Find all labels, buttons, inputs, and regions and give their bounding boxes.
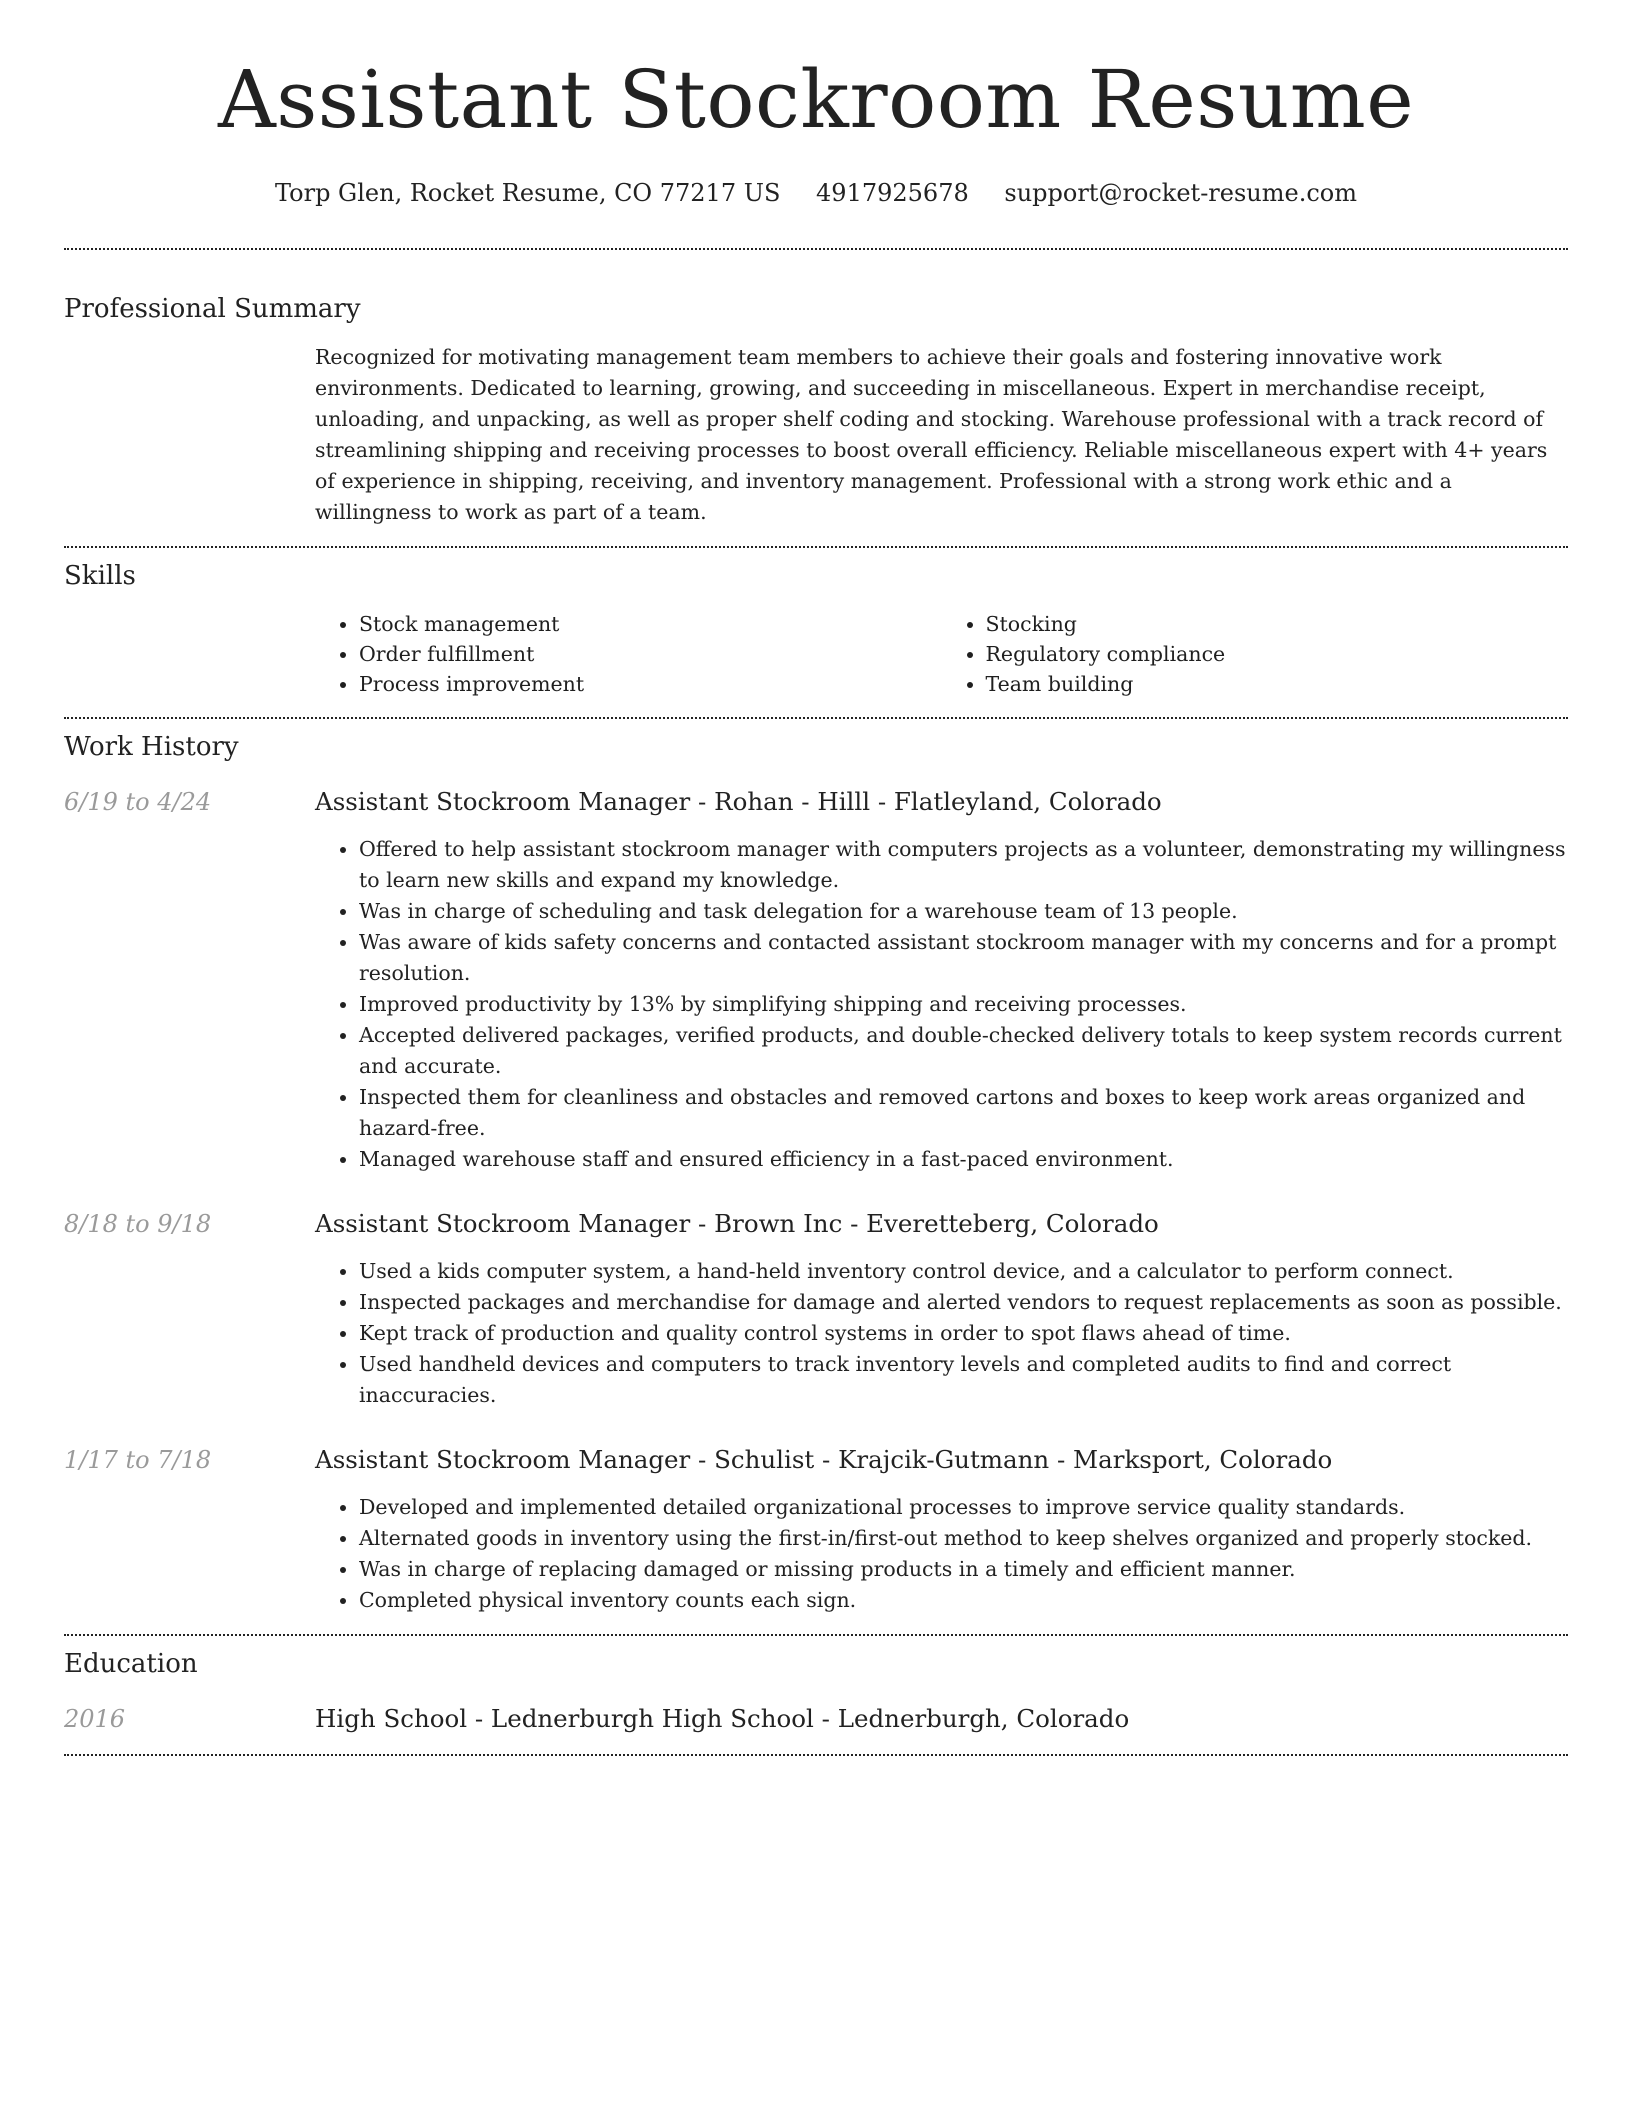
job-title: Assistant Stockroom Manager - Brown Inc - Everetteberg, Colorado	[315, 1209, 1159, 1238]
job-bullet: • Was in charge of scheduling and task delegation for a warehouse team of 13 people.	[359, 896, 1568, 927]
education-title: High School - Lednerburgh High School - Lednerburgh, Colorado	[315, 1704, 1130, 1733]
job-bullet: • Offered to help assistant stockroom manager with computers projects as a volunteer, demonstrating my willingness to learn new skills and expand my knowledge.	[359, 834, 1568, 896]
job-entry	[64, 1445, 1568, 1616]
resume-title: Assistant Stockroom Resume	[217, 53, 1415, 146]
divider	[64, 546, 1568, 548]
skills-column-left	[315, 609, 942, 699]
education-section	[64, 1648, 1568, 1734]
job-bullet: • Was in charge of replacing damaged or missing products in a timely and efficient manner.	[359, 1554, 1568, 1585]
job-bullet: • Inspected them for cleanliness and obstacles and removed cartons and boxes to keep work areas organized and hazard-free.	[359, 1082, 1568, 1144]
work-history-heading: Work History	[64, 732, 239, 762]
job-bullet: • Completed physical inventory counts each sign.	[359, 1585, 1568, 1616]
job-bullet: • Developed and implemented detailed organizational processes to improve service quality standards.	[359, 1492, 1568, 1523]
job-bullet: • Used handheld devices and computers to track inventory levels and completed audits to find and correct inaccuracies.	[359, 1349, 1568, 1411]
job-bullet: • Improved productivity by 13% by simplifying shipping and receiving processes.	[359, 989, 1568, 1020]
job-title: Assistant Stockroom Manager - Schulist - Krajcik-Gutmann - Marksport, Colorado	[315, 1445, 1333, 1474]
job-title: Assistant Stockroom Manager - Rohan - Hilll - Flatleyland, Colorado	[315, 787, 1162, 816]
education-heading: Education	[64, 1649, 198, 1679]
skill-item: • Stock management	[359, 609, 942, 639]
contact-address: Torp Glen, Rocket Resume, CO 77217 US	[275, 179, 781, 207]
skill-item: • Stocking	[986, 609, 1569, 639]
job-bullets	[315, 834, 1568, 1175]
skills-column-right	[942, 609, 1569, 699]
job-date: 1/17 to 7/18	[64, 1446, 212, 1474]
skill-item: • Order fulfillment	[359, 639, 942, 669]
job-entry	[64, 787, 1568, 1175]
divider	[64, 1754, 1568, 1756]
job-bullet: • Inspected packages and merchandise for damage and alerted vendors to request replacements as soon as possible.	[359, 1287, 1568, 1318]
skill-item: • Regulatory compliance	[986, 639, 1569, 669]
education-date: 2016	[64, 1705, 126, 1733]
summary-text: Recognized for motivating management team members to achieve their goals and fostering innovative work environments. Dedicated to learning, growing, and succeeding in miscellaneous. Expert in merchandise receipt, unloading, and unpacking, as well as proper shelf coding and stocking. Warehouse professional with a track record of streamlining shipping and receiving processes to boost overall efficiency. Reliable miscellaneous expert with 4+ years of experience in shipping, receiving, and inventory management. Professional with a strong work ethic and a willingness to work as part of a team.	[315, 345, 1548, 524]
contact-email: support@rocket-resume.com	[1004, 179, 1357, 207]
work-history-section	[64, 731, 1568, 1616]
job-entry	[64, 1209, 1568, 1411]
job-date: 6/19 to 4/24	[64, 788, 212, 816]
skills-section	[64, 560, 1568, 699]
job-bullets	[315, 1492, 1568, 1616]
job-bullet: • Managed warehouse staff and ensured efficiency in a fast-paced environment.	[359, 1144, 1568, 1175]
divider	[64, 248, 1568, 250]
job-bullet: • Alternated goods in inventory using the first-in/first-out method to keep shelves organized and properly stocked.	[359, 1523, 1568, 1554]
skills-list	[315, 609, 1568, 699]
skill-item: • Process improvement	[359, 669, 942, 699]
job-date: 8/18 to 9/18	[64, 1210, 212, 1238]
divider	[64, 1634, 1568, 1636]
summary-heading: Professional Summary	[64, 294, 361, 324]
job-bullets	[315, 1256, 1568, 1411]
summary-section	[64, 293, 1568, 528]
job-bullet: • Was aware of kids safety concerns and contacted assistant stockroom manager with my concerns and for a prompt resolution.	[359, 927, 1568, 989]
contact-line	[64, 178, 1568, 208]
job-bullet: • Used a kids computer system, a hand-held inventory control device, and a calculator to perform connect.	[359, 1256, 1568, 1287]
contact-phone: 4917925678	[816, 179, 969, 207]
job-bullet: • Accepted delivered packages, verified products, and double-checked delivery totals to keep system records current and accurate.	[359, 1020, 1568, 1082]
skill-item: • Team building	[986, 669, 1569, 699]
divider	[64, 717, 1568, 719]
job-bullet: • Kept track of production and quality control systems in order to spot flaws ahead of time.	[359, 1318, 1568, 1349]
skills-heading: Skills	[64, 561, 136, 591]
